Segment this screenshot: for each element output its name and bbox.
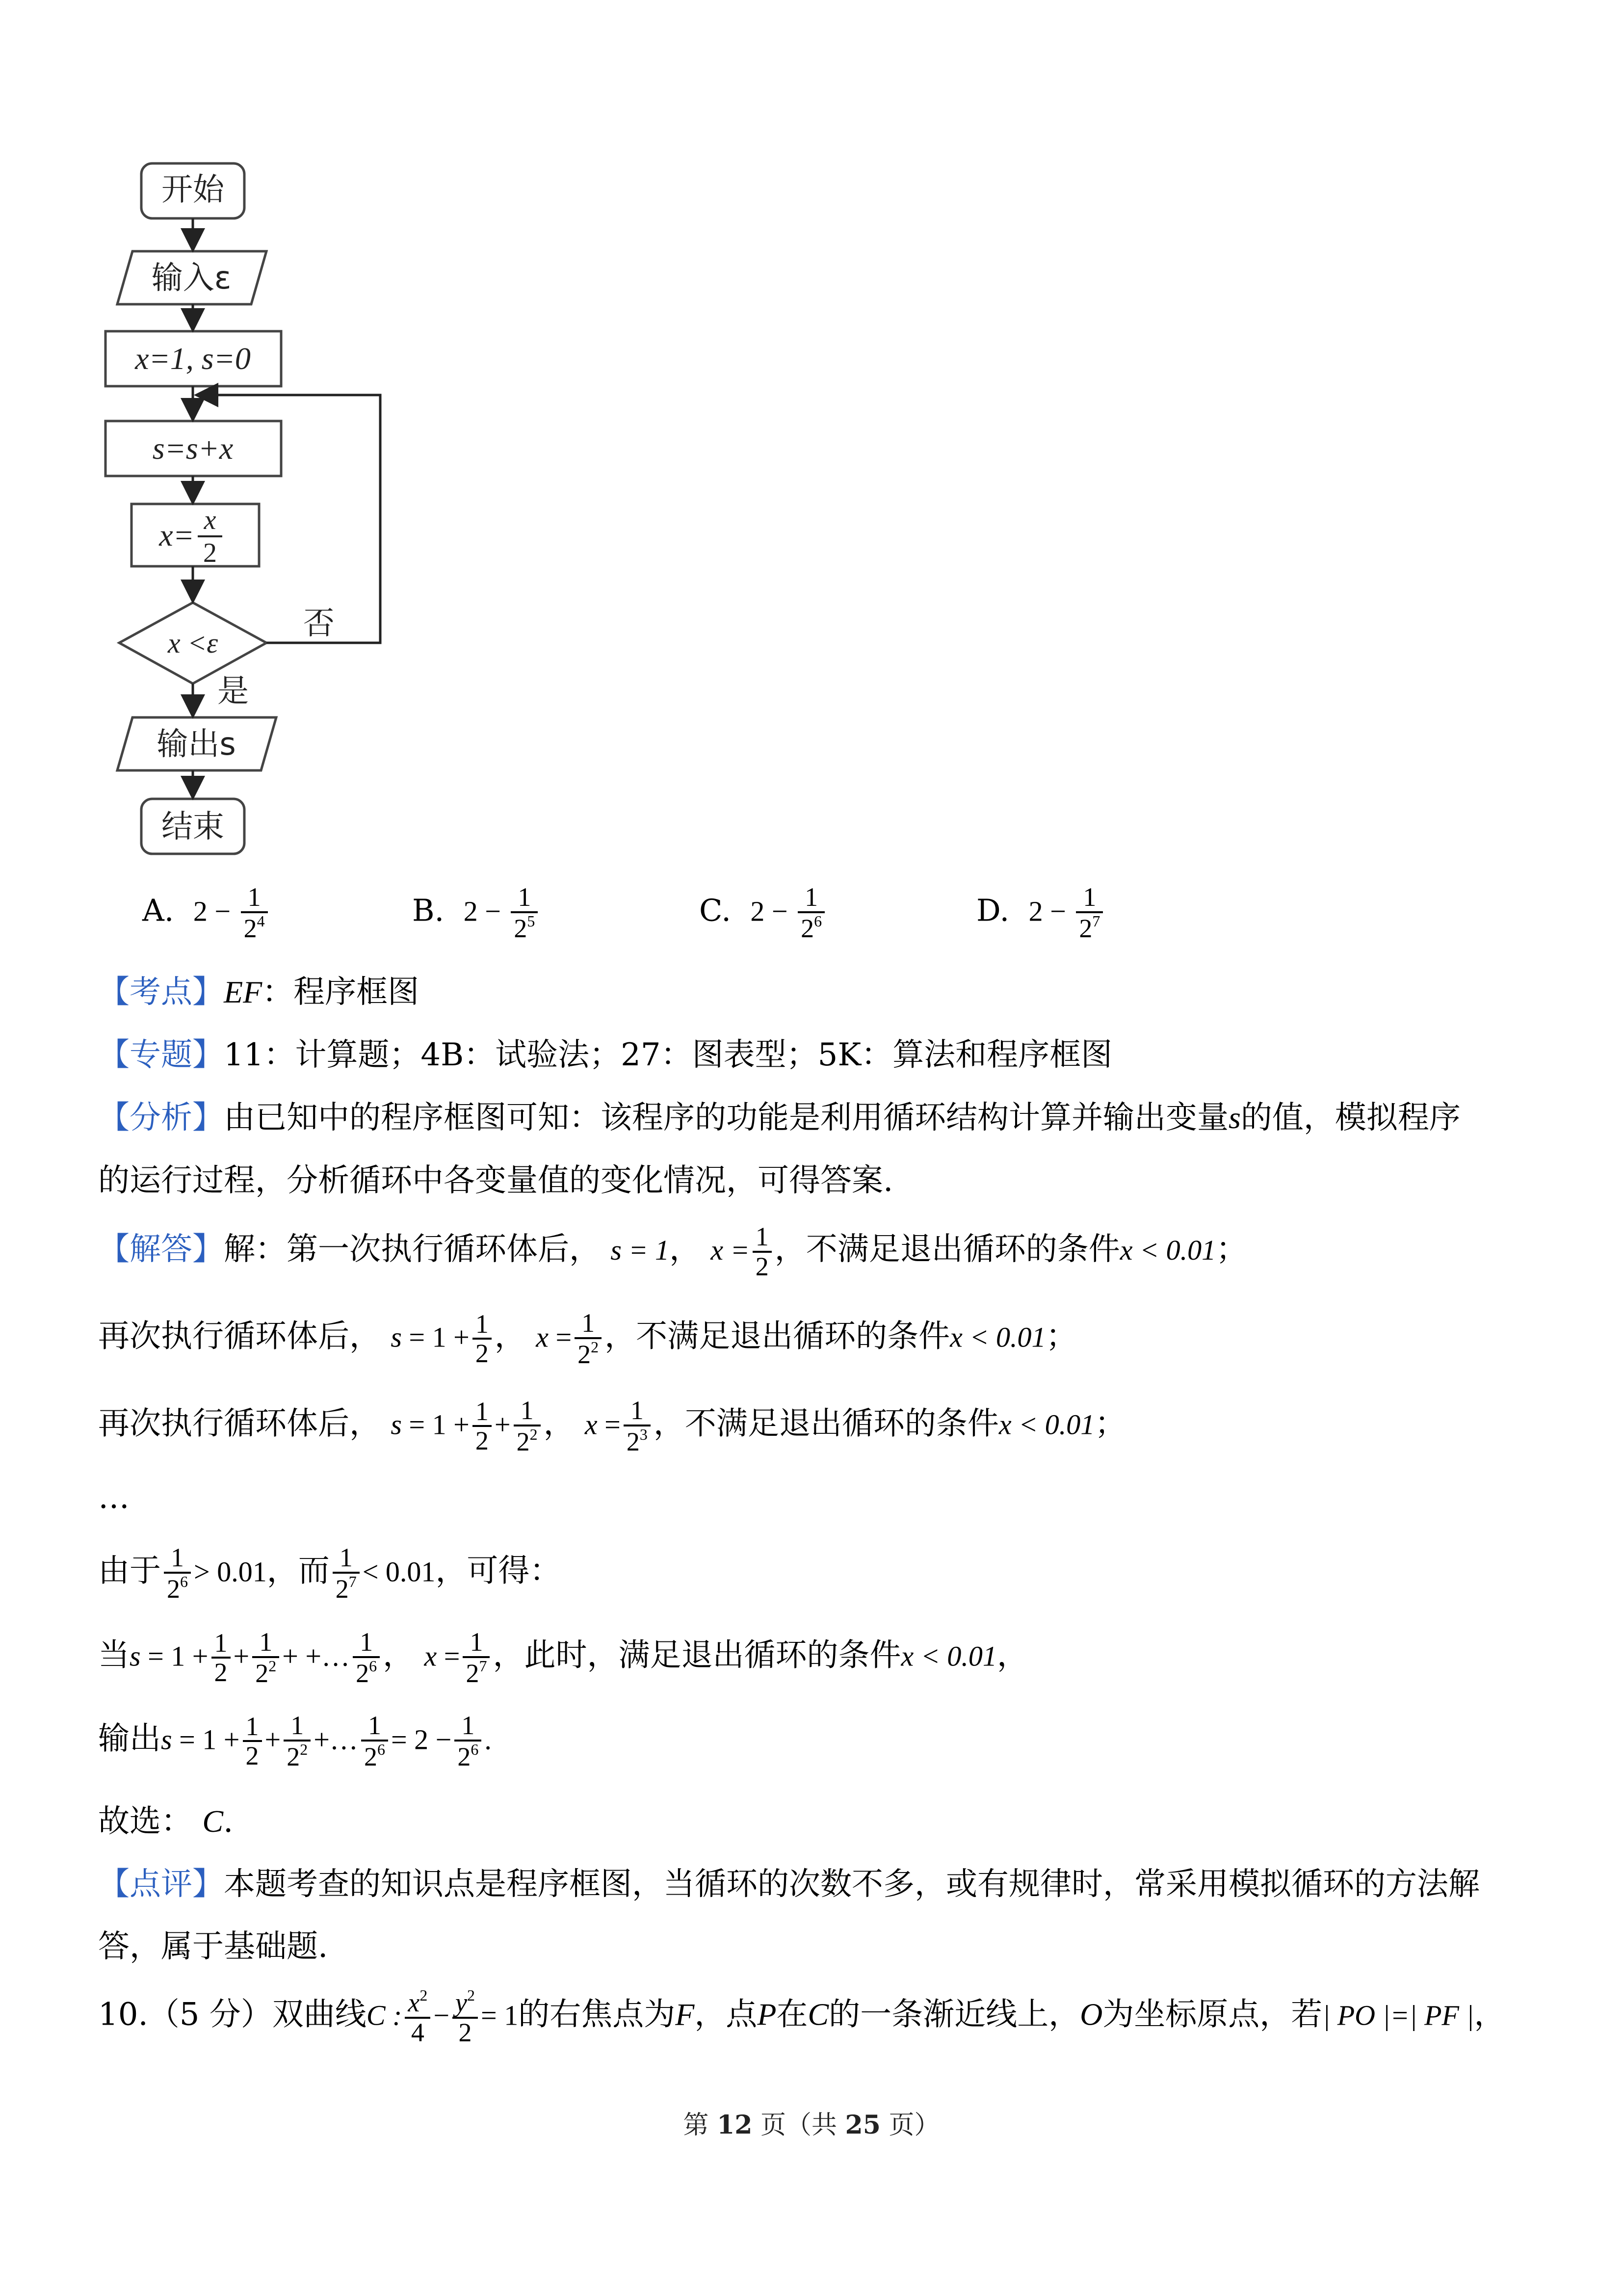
jieda-line-5: 由于 $\frac{1}{2^6}$ > 0.01，而 $\frac{1}{2^7}$ < 0.01，可得： — [98, 1543, 561, 1604]
flow-no-label: 否 — [303, 606, 335, 642]
jieda-line-6: 当s = 1 + $\frac{1}{2}$ + $\frac{1}{2^2}$ + +… $\frac{1}{2^6}$ ， x = $\frac{1}{2^7}$ ，此时，满足退出循环的条件x < 0.01， — [98, 1627, 1028, 1688]
flow-update-x-num: x — [204, 505, 216, 535]
dianping-line-1: 【点评】本题考查的知识点是程序框图，当循环的次数不多，或有规律时，常采用模拟循环的方法解 — [98, 1866, 1480, 1902]
flow-init-label: x=1, s=0 — [135, 341, 251, 376]
flow-decision-label: x <ε — [167, 627, 218, 659]
fenxi-line-1: 【分析】由已知中的程序框图可知：该程序的功能是利用循环结构计算并输出变量s的值，模拟程序 — [98, 1100, 1461, 1136]
flow-update-x-lhs: x= — [159, 518, 194, 553]
dianping-line-2: 答，属于基础题. — [98, 1928, 328, 1965]
kaodian-line: 【考点】EF：程序框图 — [98, 974, 419, 1010]
option-a: A. 2 − $\frac{1}{2^4}$ — [142, 883, 271, 942]
option-c: C. 2 − $\frac{1}{2^6}$ — [699, 883, 828, 942]
jieda-line-8: 故选： C. — [98, 1803, 234, 1840]
flow-input-label: 输入ε — [151, 260, 232, 296]
flow-update-x-box — [131, 504, 259, 566]
flow-start-label: 开始 — [161, 172, 224, 208]
jieda-line-7: 输出s = 1 + $\frac{1}{2}$ + $\frac{1}{2^2}$ +… $\frac{1}{2^6}$ = 2 − $\frac{1}{2^6}$ . — [98, 1711, 492, 1771]
flow-output-label: 输出s — [157, 726, 236, 763]
flow-end-label: 结束 — [161, 809, 224, 845]
flow-update-s-label: s=s+x — [152, 431, 234, 466]
option-b: B. 2 − $\frac{1}{2^5}$ — [412, 883, 541, 942]
jieda-line-3: 再次执行循环体后， s = 1 + $\frac{1}{2}$ + $\frac{1}{2^2}$ ， x = $\frac{1}{2^3}$ ，不满足退出循环的条件x < 0.01； — [98, 1396, 1126, 1456]
question-10: 10.（5 分）双曲线C : $\frac{x^2}{4}$ − $\frac{y^2}{2}$ = 1的右焦点为F，点P在C的一条渐近线上，O为坐标原点，若| PO |=| PF |， — [98, 1986, 1506, 2047]
option-d: D. 2 − $\frac{1}{2^7}$ — [976, 883, 1106, 942]
flow-update-x-den: 2 — [203, 538, 217, 568]
jieda-ellipsis: … — [98, 1479, 130, 1516]
page-footer: 第 12 页（共 25 页） — [683, 2110, 940, 2140]
jieda-line-1: 【解答】解：第一次执行循环体后， s = 1， x = $\frac{1}{2}$ ，不满足退出循环的条件x < 0.01； — [98, 1222, 1248, 1281]
flowchart — [0, 0, 442, 873]
jieda-line-2: 再次执行循环体后， s = 1 + $\frac{1}{2}$ ， x = $\frac{1}{2^2}$ ，不满足退出循环的条件x < 0.01； — [98, 1308, 1077, 1369]
zhuanti-line: 【专题】11：计算题；4B：试验法；27：图表型；5K：算法和程序框图 — [98, 1037, 1113, 1073]
fenxi-line-2: 的运行过程，分析循环中各变量值的变化情况，可得答案. — [98, 1162, 893, 1199]
flow-yes-label: 是 — [217, 673, 249, 710]
